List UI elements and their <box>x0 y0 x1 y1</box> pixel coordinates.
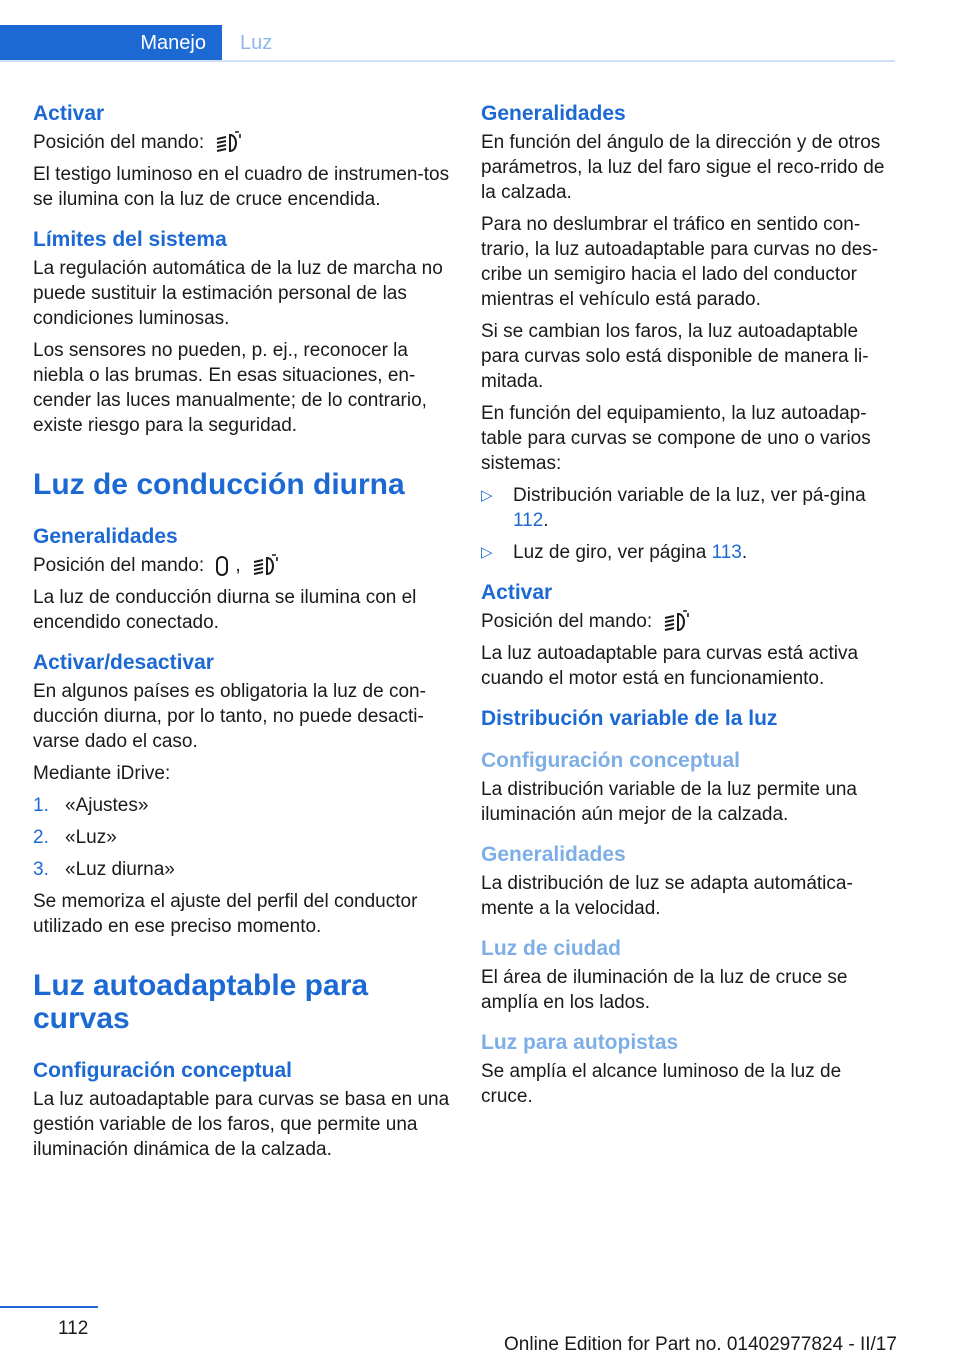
systems-list <box>481 483 893 565</box>
paragraph: La regulación automática de la luz de marcha no puede sustituir la estimación personal de las condiciones luminosas. <box>33 258 443 329</box>
paragraph: La luz de conducción diurna se ilumina con el encendido conectado. <box>33 587 417 633</box>
paragraph: La luz autoadaptable para curvas está activa cuando el motor está en funcionamiento. <box>481 643 859 689</box>
paragraph: Posición del mando: <box>481 609 893 634</box>
low-beam-headlight-auto-icon <box>213 131 243 155</box>
paragraph: Mediante iDrive: <box>33 763 171 784</box>
paragraph: Para no deslumbrar el tráfico en sentido con-trario, la luz autoadaptable para curvas no des-cribe un semigiro hacia el lado del conductor mientras el vehículo está parado. <box>481 214 879 310</box>
left-column <box>33 100 453 1169</box>
heading-distribucion: Distribución variable de la luz <box>481 707 778 730</box>
triangle-bullet-icon: ▷ <box>481 487 493 504</box>
paragraph: El testigo luminoso en el cuadro de instrumen-tos se ilumina con la luz de cruce encendida. <box>33 164 450 210</box>
subheading-ciudad: Luz de ciudad <box>481 937 622 960</box>
page-header <box>0 0 895 64</box>
heading-activar: Activar <box>33 102 105 125</box>
paragraph: En función del ángulo de la dirección y de otros parámetros, la luz del faro sigue el reco-rrido de la calzada. <box>481 132 885 203</box>
paragraph: Posición del mando: , <box>33 553 453 578</box>
paragraph: Se amplía el alcance luminoso de la luz de cruce. <box>481 1061 842 1107</box>
paragraph: La distribución de luz se adapta automática-mente a la velocidad. <box>481 873 853 919</box>
paragraph: En algunos países es obligatoria la luz de con-ducción diurna, por lo tanto, no puede desacti-varse dado el caso. <box>33 681 426 752</box>
paragraph: La luz autoadaptable para curvas se basa en una gestión variable de los faros, que permite una iluminación dinámica de la calzada. <box>33 1089 450 1160</box>
paragraph: En función del equipamiento, la luz autoadap-table para curvas se compone de uno o varios sistemas: <box>481 403 871 474</box>
list-item: ▷ Luz de giro, ver página 113. <box>481 542 748 563</box>
page-link-112[interactable]: 112 <box>513 510 544 531</box>
low-beam-headlight-auto-icon <box>661 610 691 634</box>
paragraph: Los sensores no pueden, p. ej., reconocer la niebla o las brumas. En esas situaciones, en-cender las luces manualmente; de lo contrario, existe riesgo para la seguridad. <box>33 340 427 436</box>
heading-limites: Límites del sistema <box>33 228 227 251</box>
heading-configuracion: Configuración conceptual <box>33 1059 293 1082</box>
section-title-diurna: Luz de conducción diurna <box>33 468 405 501</box>
list-item: ▷ Distribución variable de la luz, ver pá-gina 112. <box>481 485 866 531</box>
steps-list <box>33 793 453 882</box>
subheading-autopista: Luz para autopistas <box>481 1031 679 1054</box>
paragraph: El área de iluminación de la luz de cruce se amplía en los lados. <box>481 967 848 1013</box>
section-title-curvas: Luz autoadaptable para curvas <box>33 969 369 1035</box>
heading-generalidades: Generalidades <box>33 525 178 548</box>
section-tab-luz: Luz <box>240 31 273 54</box>
paragraph: Posición del mando: <box>33 130 453 155</box>
list-item: 3. «Luz diurna» <box>33 859 175 880</box>
page-number: 112 <box>58 1318 89 1339</box>
subheading-generalidades: Generalidades <box>481 843 626 866</box>
heading-activar-desactivar: Activar/desactivar <box>33 651 214 674</box>
right-column <box>481 100 893 1116</box>
list-item: 1. «Ajustes» <box>33 795 149 816</box>
page-link-113[interactable]: 113 <box>711 542 742 563</box>
subheading-configuracion: Configuración conceptual <box>481 749 741 772</box>
paragraph: La distribución variable de la luz permite una iluminación aún mejor de la calzada. <box>481 779 857 825</box>
parking-light-icon <box>213 554 231 578</box>
low-beam-headlight-auto-icon <box>250 554 280 578</box>
paragraph: Si se cambian los faros, la luz autoadaptable para curvas solo está disponible de manera li-mitada. <box>481 321 869 392</box>
header-divider <box>0 60 895 62</box>
paragraph: Se memoriza el ajuste del perfil del conductor utilizado en ese preciso momento. <box>33 891 418 937</box>
triangle-bullet-icon: ▷ <box>481 544 493 561</box>
section-tab-manejo: Manejo <box>0 25 222 61</box>
list-item: 2. «Luz» <box>33 827 117 848</box>
heading-generalidades: Generalidades <box>481 102 626 125</box>
footer-divider <box>0 1306 98 1308</box>
heading-activar: Activar <box>481 581 553 604</box>
edition-note: Online Edition for Part no. 01402977824 - II/17 <box>504 1334 897 1355</box>
